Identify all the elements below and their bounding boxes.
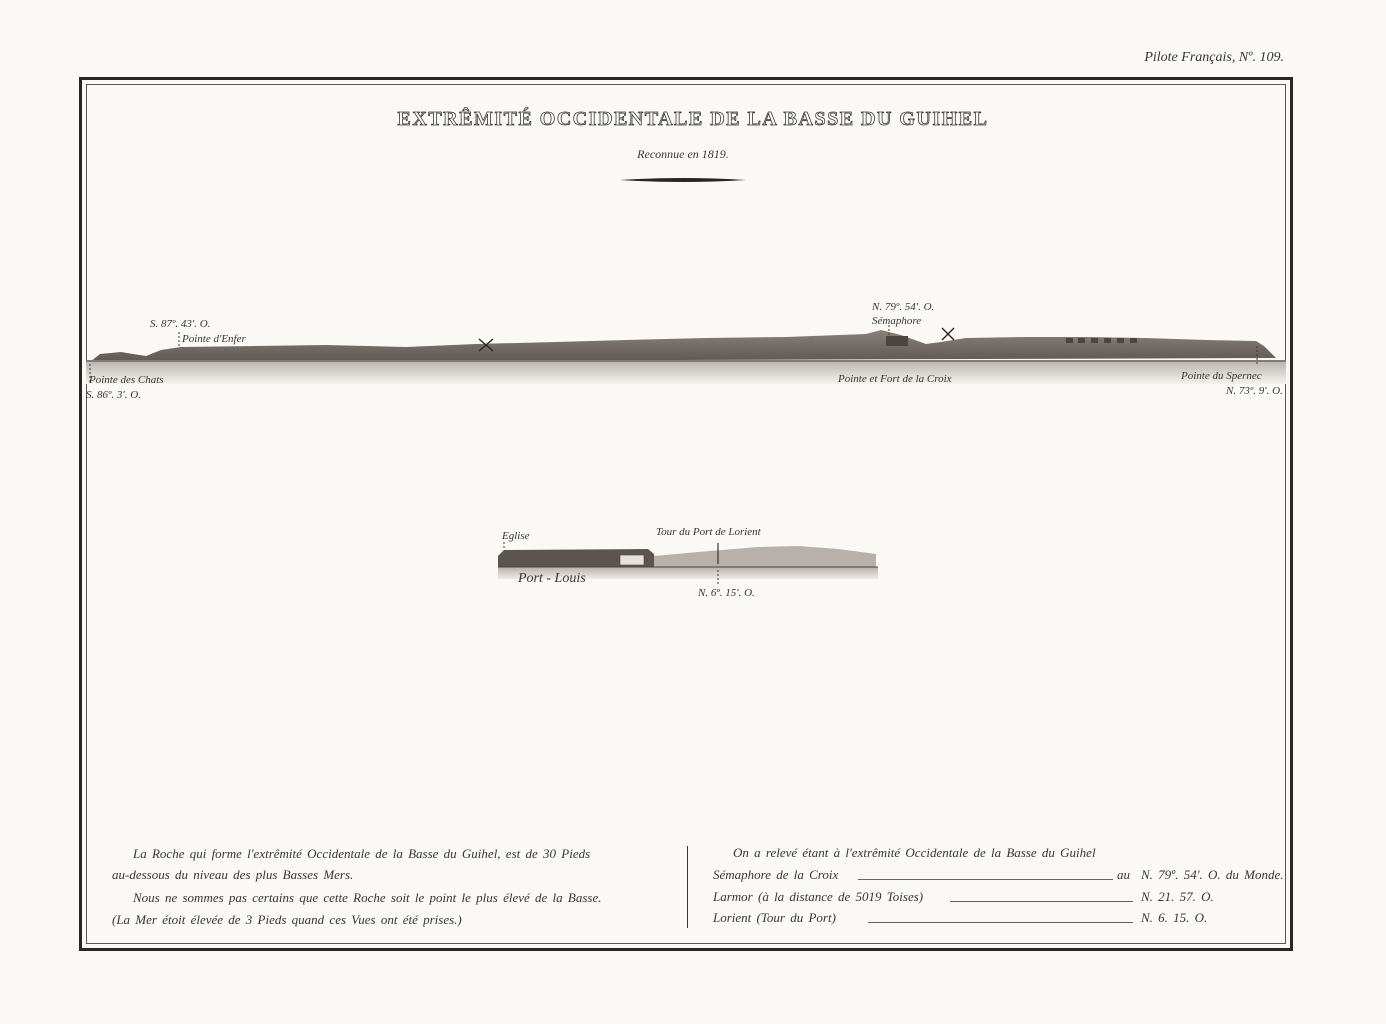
plate-frame-inner (86, 84, 1286, 944)
sea-band (86, 360, 1286, 384)
label-eglise: Eglise (502, 530, 530, 542)
port-building (620, 555, 644, 565)
island-silhouette (90, 330, 1276, 362)
note-left-line-3: Nous ne sommes pas certains que cette Roche soit le point le plus élevé de la Basse. (133, 890, 602, 905)
label-tour-du-port: Tour du Port de Lorient (656, 526, 761, 538)
note-right-heading: On a relevé étant à l'extrêmité Occidentale de la Basse du Guihel (733, 845, 1096, 860)
bearing-row-prefix: au (1117, 867, 1130, 882)
label-semaphore: Sémaphore (872, 315, 922, 327)
coastal-profile-guihel (86, 290, 1286, 410)
lorient-land (654, 546, 876, 567)
bearing-lorient: N. 6º. 15'. O. (698, 587, 755, 599)
bearing-row-value: N. 21. 57. O. (1141, 889, 1214, 904)
label-pointe-et-fort: Pointe et Fort de la Croix (838, 373, 952, 385)
note-left-line-4: (La Mer étoit élevée de 3 Pieds quand ces Vues ont été prises.) (112, 912, 462, 927)
label-pointe-du-spernec: Pointe du Spernec (1181, 370, 1262, 382)
fort-icon (886, 336, 908, 346)
leader-line (950, 901, 1133, 902)
label-pointe-des-chats: Pointe des Chats (89, 374, 164, 386)
bearing-spernec: N. 73º. 9'. O. (1226, 385, 1283, 397)
title-rule (620, 177, 746, 183)
label-port-louis: Port - Louis (518, 571, 586, 586)
bearing-semaphore: N. 79º. 54'. O. (872, 301, 935, 313)
note-left-line-2: au-dessous du niveau des plus Basses Mers. (112, 867, 354, 882)
bearing-pointe-d-enfer: S. 87º. 43'. O. (150, 318, 211, 330)
semaphore-icon (942, 328, 954, 340)
bearing-row-place: Lorient (Tour du Port) (713, 910, 836, 925)
plate-subtitle: Reconnue en 1819. (637, 147, 729, 161)
bearing-pointe-des-chats: S. 86º. 3'. O. (86, 389, 141, 401)
leader-line (858, 879, 1113, 880)
bearing-row-value: N. 6. 15. O. (1141, 910, 1208, 925)
plate-title: EXTRÊMITÉ OCCIDENTALE DE LA BASSE DU GUIHEL (397, 108, 989, 130)
notes-divider (687, 846, 688, 928)
leader-line (868, 922, 1133, 923)
bearing-row-place: Larmor (à la distance de 5019 Toises) (713, 889, 924, 904)
note-left-line-1: La Roche qui forme l'extrêmité Occidentale de la Basse du Guihel, est de 30 Pieds (133, 846, 591, 861)
bearing-row-value: N. 79º. 54'. O. du Monde. (1141, 867, 1284, 882)
bearing-row-place: Sémaphore de la Croix (713, 867, 839, 882)
plate-reference: Pilote Français, Nº. 109. (1144, 50, 1284, 65)
label-pointe-d-enfer: Pointe d'Enfer (182, 333, 246, 345)
